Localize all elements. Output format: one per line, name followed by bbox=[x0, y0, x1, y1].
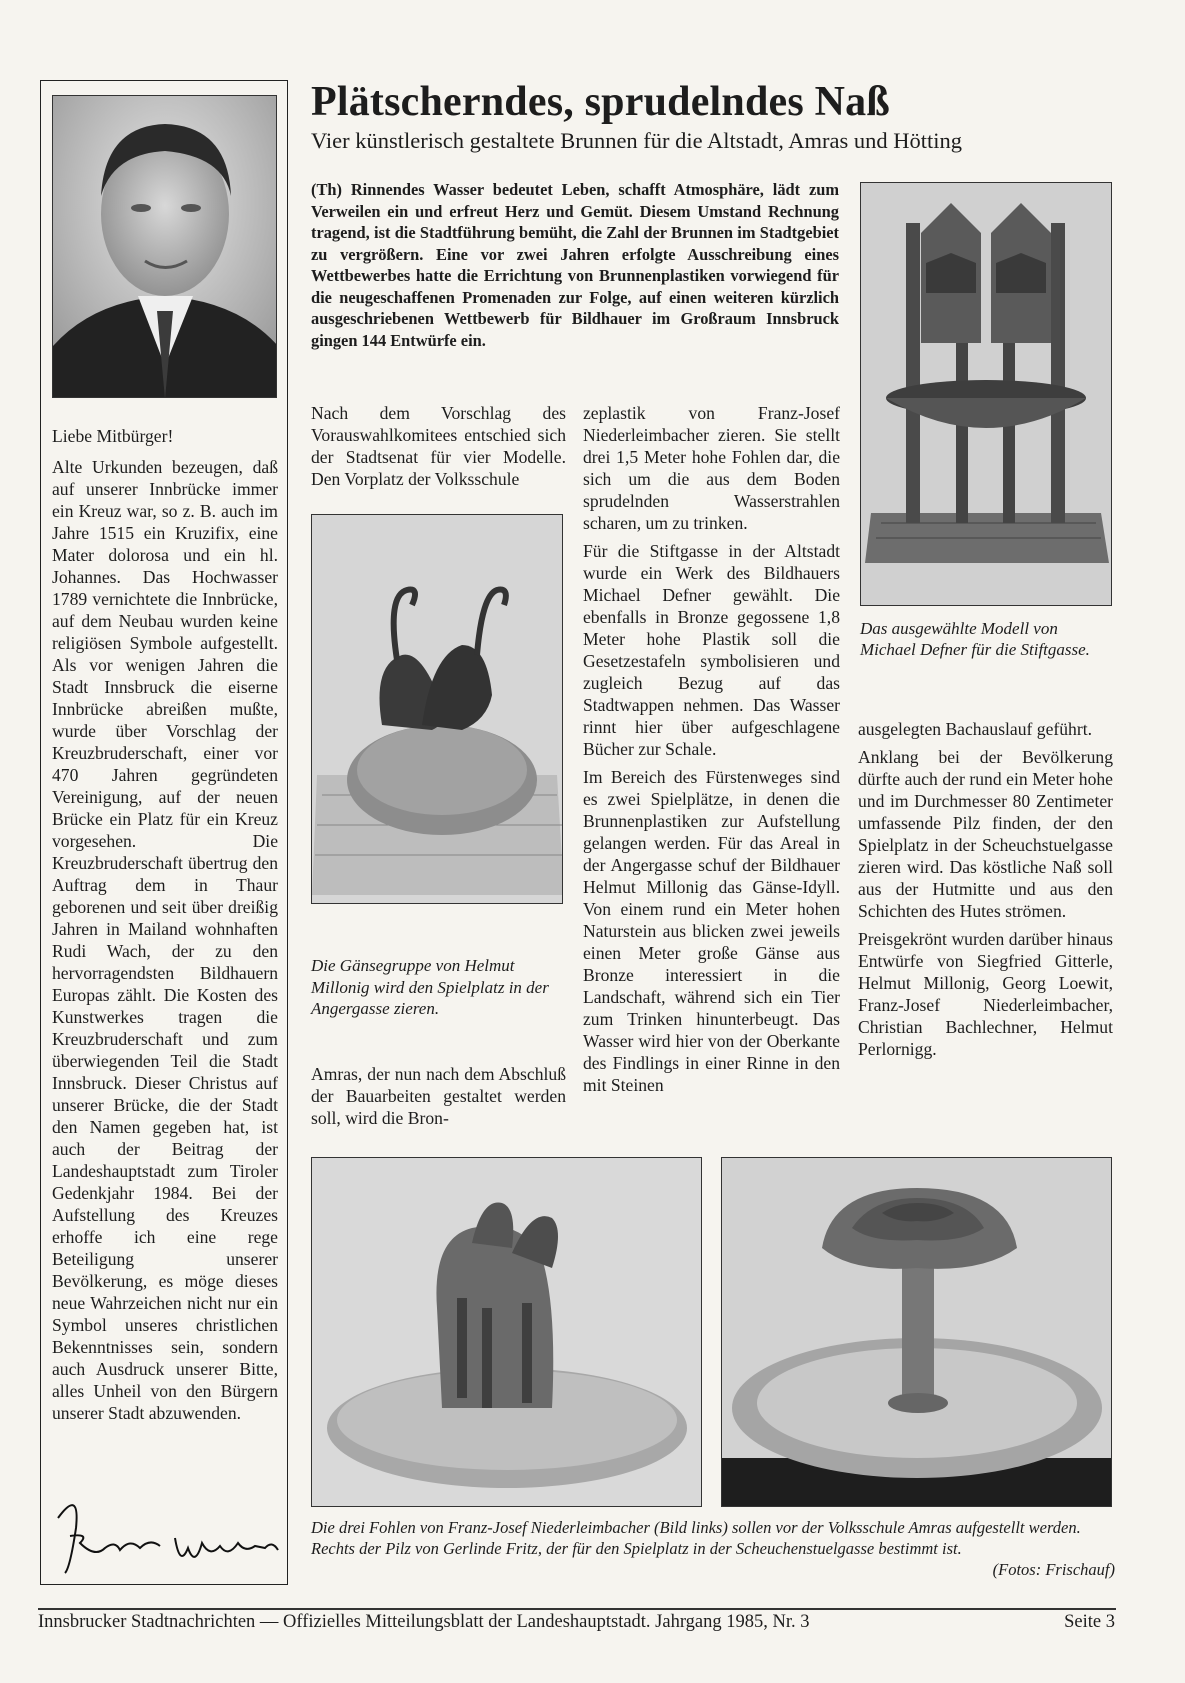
mayor-portrait bbox=[52, 95, 277, 398]
article-col2-p1: zeplastik von Franz-Josef Niederleimbacher zieren. Sie stellt drei 1,5 Meter hohe Fohlen dar, die sich um die aus dem Boden sprudelnden Wasserstrahlen scharen, um zu trinken. bbox=[583, 403, 840, 533]
photo-credit: (Fotos: Frischauf) bbox=[992, 1560, 1115, 1579]
letter-body: Alte Urkunden bezeugen, daß auf unserer Innbrücke immer ein Kreuz war, so z. B. auch im Jahre 1515 ein Kruzifix, eine Mater dolorosa und ein hl. Johannes. Das Hochwasser 1789 vernichtete die Innbrücke, auf dem Neubau wurden keine religiösen Symbole aufgestellt. Als vor wenigen Jahren die Stadt Innsbruck die eiserne Innbrücke abreißen mußte, wurde über Vorschlag der Kreuzbruderschaft, einer vor 470 Jahren gegründeten Vereinigung, auf der neuen Brücke ein Platz für ein Kreuz vorgesehen. Die Kreuzbruderschaft übertrug den Auftrag dem in Thaur geborenen und seit über dreißig Jahren in Mailand wohnhaften Rudi Wach, der zu den hervorragendsten Bildhauern Europas zählt. Die Kosten des Kunstwerkes tragen die Kreuzbruderschaft und zum überwiegenden Teil die Stadt Innsbruck. Dieser Christus auf unserer Brücke, die der Stadt den Namen gegeben hat, ist auch der Beitrag der Landeshauptstadt zum Tiroler Gedenkjahr 1984. Bei der Aufstellung des Kreuzes erhoffe ich eine rege Beteiligung unserer Bevölkerung, es möge dieses neue Wahrzeichen nicht nur ein Symbol unseres christlichen Bekenntnisses sein, sondern auch Ausdruck unserer Bitte, alles Unheil von den Bürgern unserer Stadt abzuwenden. bbox=[52, 457, 278, 1423]
article-col3-p3: Preisgekrönt wurden darüber hinaus Entwürfe von Siegfried Gitterle, Helmut Millonig, Georg Loewit, Franz-Josef Niederleimbacher, Christian Bachlechner, Helmut Perlornigg. bbox=[858, 929, 1113, 1059]
footer-rule bbox=[38, 1608, 1116, 1610]
article-lead: (Th) Rinnendes Wasser bedeutet Leben, schafft Atmosphäre, lädt zum Verweilen ein und erfreut Herz und Gemüt. Diesem Umstand Rechnung tragend, ist die Stadtführung bemüht, die Zahl der Brunnen im Stadtgebiet zu vergrößern. Eine vor zwei Jahren erfolgte Ausschreibung eines Wettbewerbes hatte die Errichtung von Brunnenplastiken vorwiegend für die neugeschaffenen Promenaden zur Folge, auf einen weiteren kürzlich ausgeschriebenen Wettbewerb für Bildhauer im Großraum Innsbruck gingen 144 Entwürfe ein. bbox=[311, 180, 839, 350]
article-col1-top: Nach dem Vorschlag des Vorauswahlkomitees entschied sich der Stadtsenat für vier Modelle. Den Vorplatz der Volksschule bbox=[311, 403, 566, 489]
caption-defner: Das ausgewählte Modell von Michael Defner für die Stiftgasse. bbox=[860, 619, 1090, 659]
article-col2-p3: Im Bereich des Fürstenweges sind es zwei Spielplätze, in denen die Brunnenplastiken zur Aufstellung gelangen werden. Für das Areal in der Angergasse schuf der Bildhauer Helmut Millonig das Gänse-Idyll. Von einem rund ein Meter hohen Naturstein aus blicken zwei jeweils einen Meter große Gänse aus Bronze interessiert in die Landschaft, während sich ein Tier zum Trinken hinunterbeugt. Das Wasser wird hier von der Oberkante des Findlings in einer Rinne in den mit Steinen bbox=[583, 767, 840, 1095]
article-col3-p1: ausgelegten Bachauslauf geführt. bbox=[858, 719, 1093, 739]
article-col2 bbox=[583, 402, 840, 1102]
article-col3-p2: Anklang bei der Bevölkerung dürfte auch der rund ein Meter hohe und im Durchmesser 80 Zentimeter umfassende Pilz finden, der den Spielplatz in der Scheuchstuelgasse zieren wird. Das köstliche Naß soll aus der Hutmitte und aus den Schichten des Hutes strömen. bbox=[858, 747, 1113, 921]
article-col3 bbox=[858, 718, 1113, 1066]
foals-photo bbox=[311, 1157, 702, 1507]
letter-greeting: Liebe Mitbürger! bbox=[52, 426, 174, 446]
caption-bottom: Die drei Fohlen von Franz-Josef Niederleimbacher (Bild links) sollen vor der Volksschule Amras aufgestellt werden. Rechts der Pilz von Gerlinde Fritz, der für den Spielplatz in der Scheuchenstuelgasse bestimmt ist. bbox=[311, 1518, 1081, 1558]
article-col2-p2: Für die Stiftgasse in der Altstadt wurde ein Werk des Bildhauers Michael Defner gewählt. Die ebenfalls in Bronze gegossene 1,8 Meter hohe Plastik soll die Gesetzestafeln symbolisieren und zugleich Bezug auf das Stadtwappen nehmen. Das Wasser rinnt hier über aufgeschlagene Bücher zur Schale. bbox=[583, 541, 840, 759]
article-subtitle: Vier künstlerisch gestaltete Brunnen für die Altstadt, Amras und Hötting bbox=[311, 128, 963, 153]
geese-photo bbox=[311, 514, 563, 904]
signature bbox=[50, 1488, 282, 1578]
caption-geese: Die Gänsegruppe von Helmut Millonig wird den Spielplatz in der Angergasse zieren. bbox=[311, 956, 549, 1018]
article-title: Plätscherndes, sprudelndes Naß bbox=[311, 79, 890, 125]
defner-model-photo bbox=[860, 182, 1112, 606]
article-col1-bottom: Amras, der nun nach dem Abschluß der Bauarbeiten gestaltet werden soll, wird die Bron- bbox=[311, 1064, 566, 1128]
page-number: Seite 3 bbox=[1064, 1612, 1115, 1632]
mushroom-photo bbox=[721, 1157, 1112, 1507]
footer-text: Innsbrucker Stadtnachrichten — Offizielles Mitteilungsblatt der Landeshauptstadt. Jahrgang 1985, Nr. 3 bbox=[38, 1612, 810, 1632]
